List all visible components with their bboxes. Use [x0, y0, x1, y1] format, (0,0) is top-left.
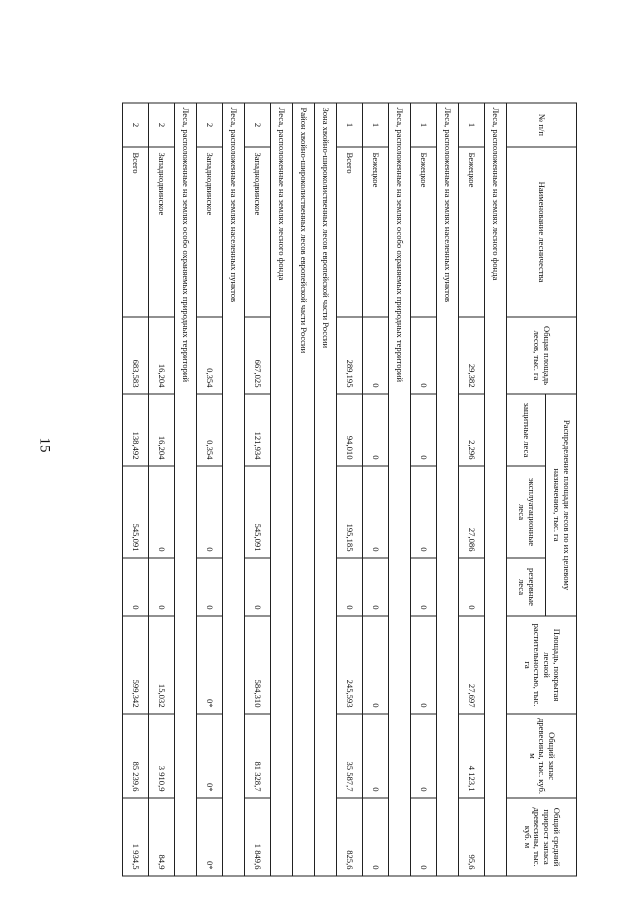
forest-area-table [122, 103, 577, 877]
value-cell: 27,086 [459, 466, 485, 558]
forestry-name-cell: Бежецкое [363, 147, 389, 317]
section-heading-row [389, 103, 411, 876]
value-cell: 0,354 [197, 317, 223, 394]
value-cell: 15,032 [149, 616, 175, 714]
value-cell: 4 123,1 [459, 714, 485, 798]
section-heading: Район хвойно-широколиственных лесов европейской части России [293, 103, 315, 876]
value-cell: 2,296 [459, 394, 485, 466]
value-cell: 0 [123, 558, 149, 616]
forestry-name-cell: Всего [123, 147, 149, 317]
value-cell: 84,9 [149, 798, 175, 876]
header-reserve: резервные леса [507, 558, 546, 616]
value-cell: 0 [363, 714, 389, 798]
value-cell: 0 [197, 558, 223, 616]
row-number-cell: 2 [149, 103, 175, 147]
section-heading: Леса, расположенные на землях особо охраняемых природных территорий [389, 103, 411, 876]
section-heading: Леса, расположенные на землях лесного фонда [271, 103, 293, 876]
value-cell: 0 [149, 466, 175, 558]
section-heading: Леса, расположенные на землях населенных пунктов [223, 103, 245, 876]
value-cell: 0 [411, 394, 437, 466]
value-cell: 599,342 [123, 616, 149, 714]
table-row [411, 103, 437, 876]
value-cell: 1 934,5 [123, 798, 149, 876]
row-number-cell: 1 [363, 103, 389, 147]
forestry-name-cell: Всего [337, 147, 363, 317]
value-cell: 0 [363, 317, 389, 394]
section-heading: Леса, расположенные на землях населенных пунктов [437, 103, 459, 876]
value-cell: 0 [411, 317, 437, 394]
value-cell: 0* [197, 714, 223, 798]
row-number-cell: 1 [411, 103, 437, 147]
value-cell: 0 [411, 558, 437, 616]
value-cell: 825,6 [337, 798, 363, 876]
table-body [123, 103, 507, 876]
value-cell: 0 [363, 394, 389, 466]
section-heading: Зона хвойно-широколиственных лесов европейской части России [315, 103, 337, 876]
value-cell: 85 239,6 [123, 714, 149, 798]
forestry-name-cell: Бежецкое [459, 147, 485, 317]
row-number-cell: 1 [459, 103, 485, 147]
value-cell: 0* [197, 798, 223, 876]
table-row [123, 103, 149, 876]
value-cell: 0 [337, 558, 363, 616]
section-heading-row [293, 103, 315, 876]
table-row [363, 103, 389, 876]
row-number-cell: 1 [337, 103, 363, 147]
value-cell: 0 [149, 558, 175, 616]
table-row [245, 103, 271, 876]
value-cell: 0 [411, 714, 437, 798]
value-cell: 138,492 [123, 394, 149, 466]
value-cell: 0 [459, 558, 485, 616]
section-heading-row [437, 103, 459, 876]
header-protective: защитные леса [507, 394, 546, 466]
value-cell: 289,195 [337, 317, 363, 394]
section-heading: Леса, расположенные на землях лесного фонда [485, 103, 507, 876]
value-cell: 0 [363, 616, 389, 714]
table-row [459, 103, 485, 876]
forestry-name-cell: Западнодвинское [245, 147, 271, 317]
header-name: Наименование лесничества [507, 147, 577, 317]
section-heading-row [175, 103, 197, 876]
value-cell: 584,310 [245, 616, 271, 714]
value-cell: 0 [363, 558, 389, 616]
value-cell: 35 587,7 [337, 714, 363, 798]
value-cell: 0,354 [197, 394, 223, 466]
value-cell: 3 910,9 [149, 714, 175, 798]
section-heading: Леса, расположенные на землях особо охраняемых природных территорий [175, 103, 197, 876]
header-no: № п/п [507, 103, 577, 147]
header-exploitation: эксплуатационные леса [507, 466, 546, 558]
value-cell: 0 [411, 616, 437, 714]
row-number-cell: 2 [245, 103, 271, 147]
value-cell: 245,593 [337, 616, 363, 714]
forestry-name-cell: Бежецкое [411, 147, 437, 317]
rotated-table-container [113, 103, 577, 876]
value-cell: 545,091 [245, 466, 271, 558]
value-cell: 81 328,7 [245, 714, 271, 798]
section-heading-row [485, 103, 507, 876]
header-covered-area: Площадь, покрытая лесной растительностью, тыс. га [507, 616, 577, 714]
row-number-cell: 2 [123, 103, 149, 147]
table-row [197, 103, 223, 876]
row-number-cell: 2 [197, 103, 223, 147]
value-cell: 29,382 [459, 317, 485, 394]
forestry-name-cell: Западнодвинское [149, 147, 175, 317]
value-cell: 195,185 [337, 466, 363, 558]
section-heading-row [315, 103, 337, 876]
value-cell: 94,010 [337, 394, 363, 466]
value-cell: 0 [363, 466, 389, 558]
value-cell: 0* [197, 616, 223, 714]
header-stock: Общий запас древесины, тыс. куб. м [507, 714, 577, 798]
section-heading-row [223, 103, 245, 876]
page-number: 15 [36, 437, 53, 453]
forestry-name-cell: Западнодвинское [197, 147, 223, 317]
value-cell: 16,204 [149, 394, 175, 466]
header-distribution: Распределение площади лесов по их целевому назначению, тыс. га [546, 394, 577, 616]
table-row [149, 103, 175, 876]
value-cell: 0 [363, 798, 389, 876]
value-cell: 683,583 [123, 317, 149, 394]
value-cell: 545,091 [123, 466, 149, 558]
value-cell: 95,6 [459, 798, 485, 876]
table-row [337, 103, 363, 876]
value-cell: 0 [411, 798, 437, 876]
value-cell: 121,934 [245, 394, 271, 466]
value-cell: 27,697 [459, 616, 485, 714]
header-growth: Общий средний прирост запаса древесины, тыс. куб. м [507, 798, 577, 876]
value-cell: 0 [411, 466, 437, 558]
value-cell: 16,204 [149, 317, 175, 394]
section-heading-row [271, 103, 293, 876]
value-cell: 667,025 [245, 317, 271, 394]
value-cell: 1 849,6 [245, 798, 271, 876]
value-cell: 0 [197, 466, 223, 558]
value-cell: 0 [245, 558, 271, 616]
header-total-area: Общая площадь лесов, тыс. га [507, 317, 577, 394]
